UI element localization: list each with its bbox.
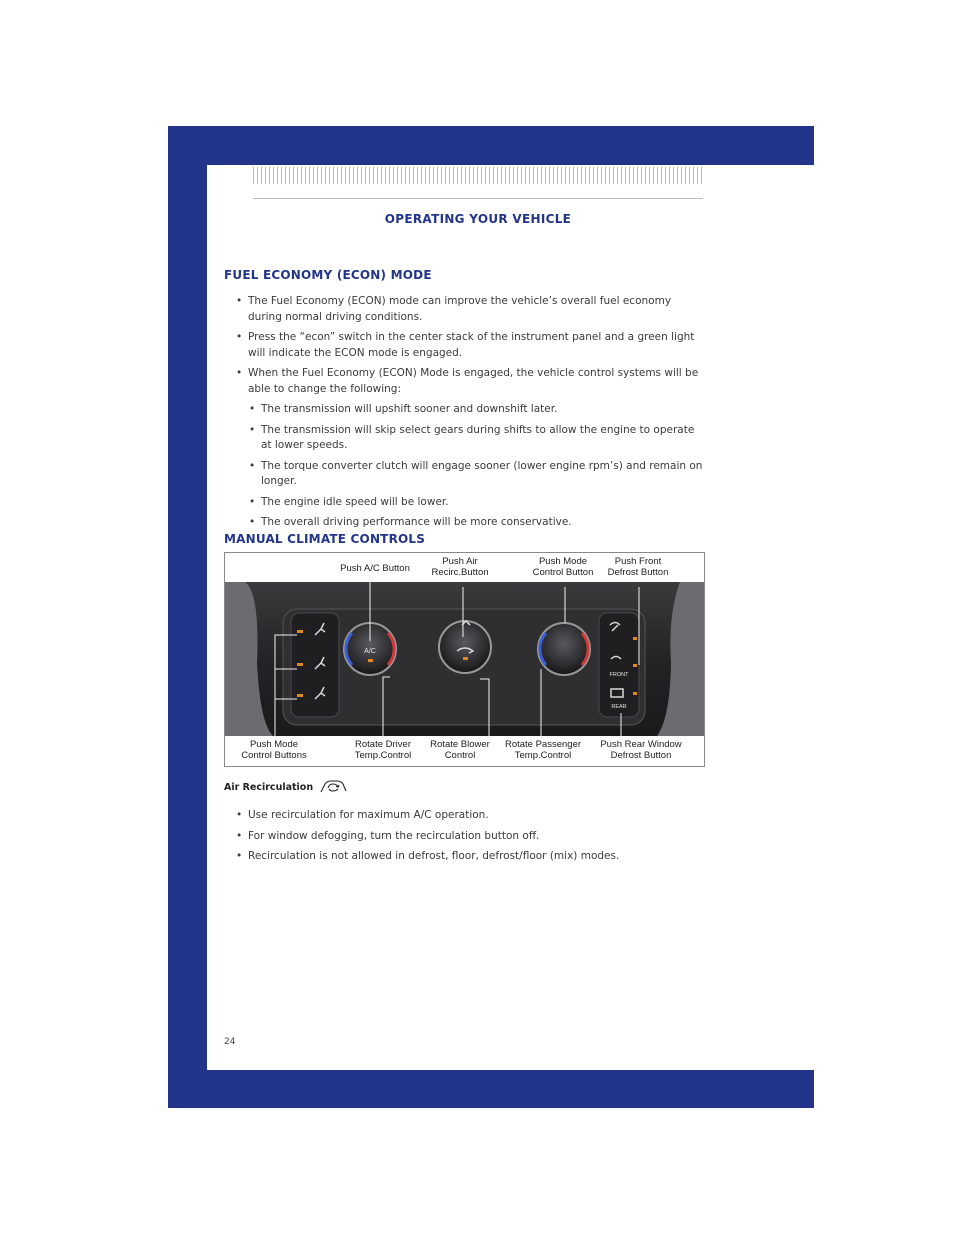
list-item: • Recirculation is not allowed in defrost, floor, defrost/floor (mix) modes.	[236, 849, 704, 865]
rotate-blower-control-label: Rotate Blower Control	[430, 739, 490, 761]
air-recirculation-heading: Air Recirculation	[224, 781, 314, 793]
list-item: • The torque converter clutch will engage sooner (lower engine rpm’s) and remain on longer.	[249, 459, 704, 490]
econ-heading: FUEL ECONOMY (ECON) MODE	[224, 268, 432, 282]
page-number: 24	[224, 1037, 236, 1047]
ac-panel-label: A/C	[364, 648, 376, 655]
list-item: • The transmission will skip select gears during shifts to allow the engine to operate at lower speeds.	[249, 423, 704, 454]
econ-sub-bullet-list	[249, 402, 704, 531]
list-item: • Use recirculation for maximum A/C operation.	[236, 808, 704, 824]
push-mode-control-button-label: Push Mode Control Button	[532, 556, 594, 578]
climate-panel-illustration	[225, 553, 704, 766]
list-item: • The engine idle speed will be lower.	[249, 495, 704, 511]
econ-bullet-list	[236, 294, 704, 397]
rotate-passenger-temp-control-label: Rotate Passenger Temp.Control	[504, 739, 582, 761]
recirculation-icon	[319, 780, 347, 794]
push-front-defrost-button-label: Push Front Defrost Button	[607, 556, 669, 578]
decorative-tick-bar	[253, 167, 703, 184]
climate-controls-figure	[224, 552, 705, 767]
recirculation-bullet-list	[236, 808, 704, 865]
list-item: • When the Fuel Economy (ECON) Mode is engaged, the vehicle control systems will be able to change the following:	[236, 366, 704, 397]
front-panel-label: FRONT	[609, 672, 629, 678]
push-mode-control-buttons-label: Push Mode Control Buttons	[241, 739, 307, 761]
list-item: • The transmission will upshift sooner and downshift later.	[249, 402, 704, 418]
list-item: • Press the “econ” switch in the center stack of the instrument panel and a green light will indicate the ECON mode is engaged.	[236, 330, 704, 361]
list-item: • The Fuel Economy (ECON) mode can improve the vehicle’s overall fuel economy during normal driving conditions.	[236, 294, 704, 325]
section-title: OPERATING YOUR VEHICLE	[384, 212, 572, 226]
climate-heading: MANUAL CLIMATE CONTROLS	[224, 532, 426, 546]
air-recirculation-subheading	[224, 780, 347, 794]
rear-panel-label: REAR	[611, 704, 627, 710]
push-ac-button-label: Push A/C Button	[340, 563, 410, 574]
list-item: • For window defogging, turn the recirculation button off.	[236, 829, 704, 845]
push-air-recirc-button-label: Push Air Recirc.Button	[431, 556, 489, 578]
push-rear-window-defrost-button-label: Push Rear Window Defrost Button	[600, 739, 682, 761]
rotate-driver-temp-control-label: Rotate Driver Temp.Control	[354, 739, 412, 761]
header-rule	[253, 198, 703, 199]
list-item: • The overall driving performance will be more conservative.	[249, 515, 704, 531]
